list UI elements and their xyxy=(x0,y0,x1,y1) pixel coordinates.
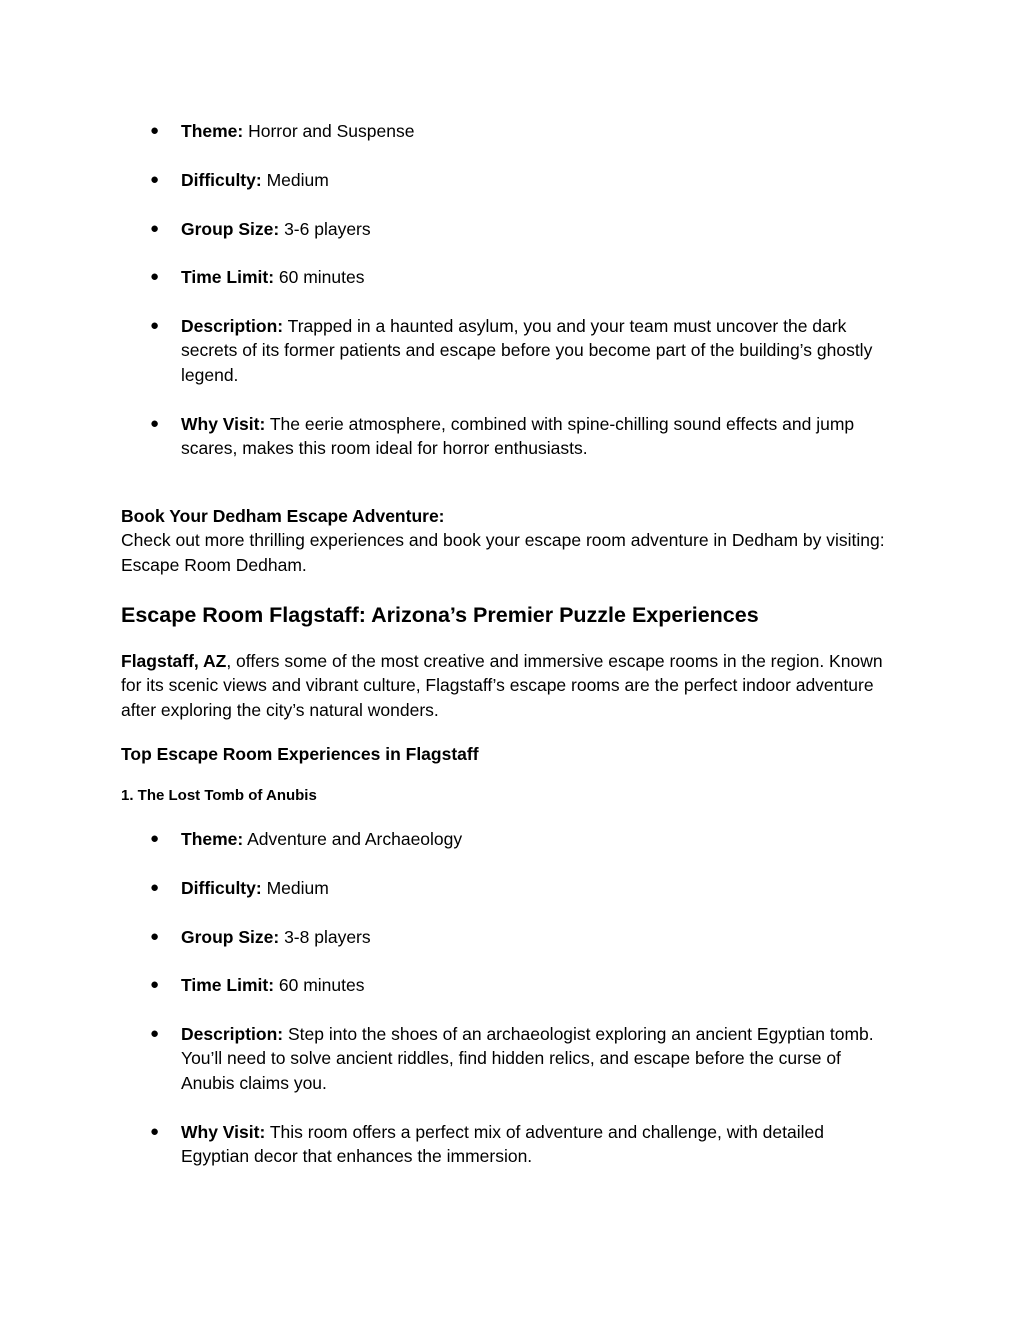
list-item xyxy=(121,412,896,461)
bullet-icon: ● xyxy=(150,1122,160,1140)
intro-bold-place: Flagstaff, AZ xyxy=(121,651,227,671)
bullet-icon: ● xyxy=(150,414,160,432)
item-label: Why Visit: xyxy=(181,1121,266,1142)
item-text: Horror and Suspense xyxy=(243,121,415,141)
bullet-icon: ● xyxy=(150,317,160,335)
anubis-details-list xyxy=(121,827,896,1193)
list-item xyxy=(121,973,896,997)
item-text: 3-6 players xyxy=(279,218,371,239)
bullet-icon: ● xyxy=(150,1025,160,1043)
item-label: Description: xyxy=(181,316,284,337)
list-item xyxy=(121,314,896,387)
bullet-icon: ● xyxy=(150,976,160,994)
item-label: Time Limit: xyxy=(181,267,275,288)
item-label: Theme: xyxy=(181,121,244,141)
item-label: Why Visit: xyxy=(181,413,266,434)
item-label: Difficulty: xyxy=(181,169,262,190)
bullet-icon: ● xyxy=(150,830,160,847)
list-item xyxy=(121,119,896,143)
bullet-icon: ● xyxy=(150,268,160,286)
list-item xyxy=(121,925,896,949)
item-label: Difficulty: xyxy=(181,877,262,898)
list-item xyxy=(121,168,896,192)
list-item xyxy=(121,1120,896,1169)
list-item xyxy=(121,265,896,289)
bullet-icon: ● xyxy=(150,878,160,896)
item-label: Group Size: xyxy=(181,218,280,239)
item-text: 3-8 players xyxy=(279,926,371,947)
item-text: Trapped in a haunted asylum, you and your team must uncover the dark secrets of its former patients and escape before you become part of the building’s ghostly legend. xyxy=(181,316,873,385)
list-item xyxy=(121,1022,896,1095)
list-item xyxy=(121,217,896,241)
subsection-heading: Top Escape Room Experiences in Flagstaff xyxy=(121,744,479,764)
bullet-icon: ● xyxy=(150,122,160,139)
section-title: Escape Room Flagstaff: Arizona’s Premier Puzzle Experiences xyxy=(121,603,759,627)
item-label: Time Limit: xyxy=(181,975,275,996)
booking-paragraph xyxy=(121,504,896,577)
booking-heading: Book Your Dedham Escape Adventure: xyxy=(121,506,445,526)
intro-paragraph xyxy=(121,649,896,722)
item-text: Adventure and Archaeology xyxy=(243,829,463,849)
bullet-icon: ● xyxy=(150,927,160,945)
item-text: The eerie atmosphere, combined with spine-chilling sound effects and jump scares, makes this room ideal for horror enthusiasts. xyxy=(181,413,855,458)
intro-text: , offers some of the most creative and immersive escape rooms in the region. Known for its scenic views and vibrant culture, Flagstaff’s escape rooms are the perfect indoor adventure after exploring the city’s natural wonders. xyxy=(121,651,883,720)
list-item xyxy=(121,827,896,851)
item-label: Theme: xyxy=(181,829,244,849)
bullet-icon: ● xyxy=(150,170,160,188)
booking-text: Check out more thrilling experiences and book your escape room adventure in Dedham by visiting: Escape Room Dedham. xyxy=(121,530,885,575)
item-label: Description: xyxy=(181,1024,284,1045)
list-item xyxy=(121,876,896,900)
item-text: Medium xyxy=(261,169,329,190)
item-text: Medium xyxy=(261,877,329,898)
room-title: 1. The Lost Tomb of Anubis xyxy=(121,787,317,804)
item-text: Step into the shoes of an archaeologist exploring an ancient Egyptian tomb. You’ll need to solve ancient riddles, find hidden relics, and escape before the curse of Anubis claims you. xyxy=(181,1024,874,1093)
item-text: 60 minutes xyxy=(274,975,365,996)
room-details-list xyxy=(121,119,896,485)
item-text: 60 minutes xyxy=(274,267,365,288)
item-label: Group Size: xyxy=(181,926,280,947)
bullet-icon: ● xyxy=(150,219,160,237)
item-text: This room offers a perfect mix of adventure and challenge, with detailed Egyptian decor that enhances the immersion. xyxy=(181,1121,824,1166)
